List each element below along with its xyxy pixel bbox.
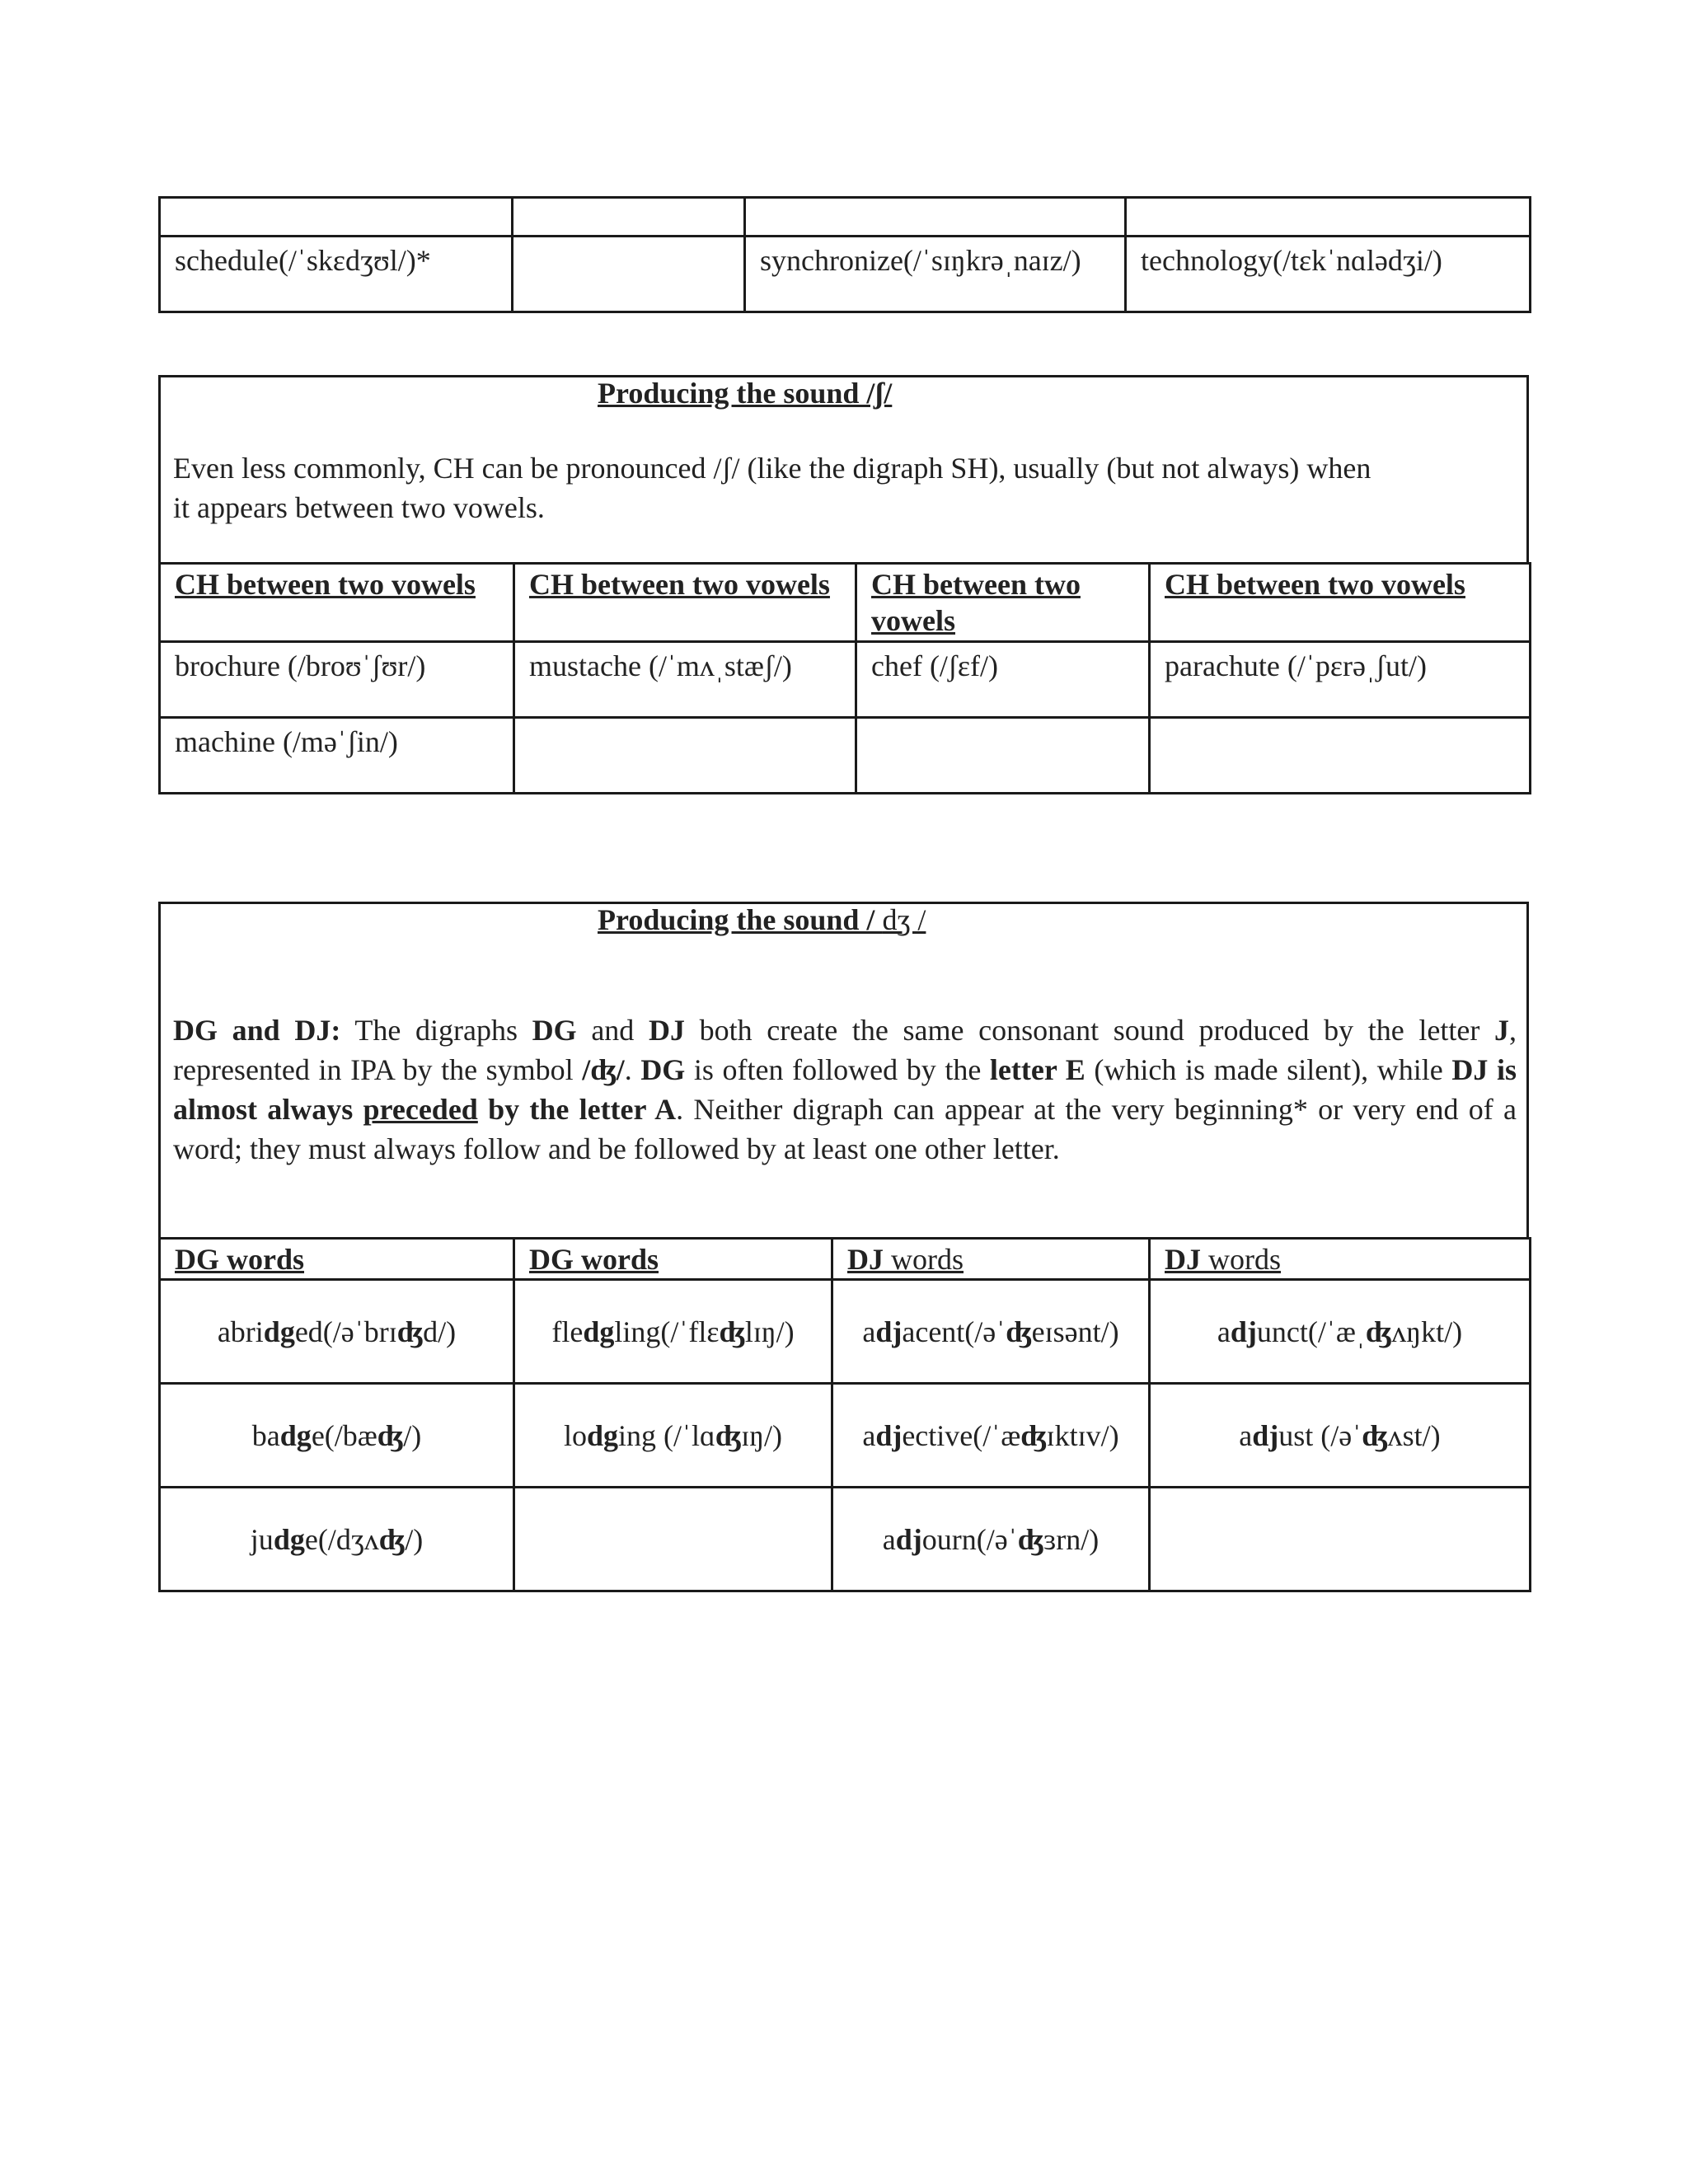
dg-section-title [598,902,926,937]
para-bold: by the letter A [477,1093,677,1126]
column-header: CH between two vowels [856,564,1150,642]
para-text: The digraphs [340,1014,532,1047]
para-bold: /ʤ/ [582,1053,625,1086]
column-header: DG words [514,1239,832,1280]
table-cell [513,237,745,312]
word-cell: adjourn(/əˈʤɜrn/) [832,1488,1150,1591]
para-bold: letter E [989,1053,1085,1086]
top-table [158,196,1531,313]
table-row [160,1384,1531,1488]
para-text: . Neither digraph can appear at the very beginning* or very end of a word; they must always follow and be followed by at least one other letter. [173,1093,1517,1165]
word-cell: lodging (/ˈlɑʤɪŋ/) [514,1384,832,1488]
word-cell: badge(/bæʤ/) [160,1384,514,1488]
table-row [160,1280,1531,1384]
column-header: CH between two vowels [514,564,856,642]
table-row [160,642,1531,718]
table-cell: chef (/ʃɛf/) [856,642,1150,718]
word-cell [1150,1488,1531,1591]
para-text: is often followed by the [685,1053,990,1086]
column-header: DJ words [1150,1239,1531,1280]
para-text: and [576,1014,649,1047]
column-header: DG words [160,1239,514,1280]
table-cell [1126,198,1531,237]
dg-title-text: Producing the sound / [598,903,883,936]
para-bold: DG [532,1014,577,1047]
para-bold: DJ is almost always [173,1053,1517,1126]
table-cell: brochure (/broʊˈʃʊr/) [160,642,514,718]
sh-section-title: Producing the sound /ʃ/ [598,377,893,410]
para-text: , represented in IPA by the symbol [173,1014,1517,1086]
table-header-row [160,564,1531,642]
word-cell: fledgling(/ˈflɛʤlɪŋ/) [514,1280,832,1384]
table-cell [513,198,745,237]
para-bold: DJ [648,1014,685,1047]
table-cell: synchronize(/ˈsɪŋkrəˌnaɪz/) [745,237,1126,312]
para-bold: J [1494,1014,1509,1047]
column-header: CH between two vowels [160,564,514,642]
word-cell: adjust (/əˈʤʌst/) [1150,1384,1531,1488]
para-bold: DG [640,1053,686,1086]
word-cell: adjective(/ˈæʤɪktɪv/) [832,1384,1150,1488]
para-text: . [624,1053,641,1086]
sh-intro-line-1: Even less commonly, CH can be pronounced /ʃ/ (like the digraph SH), usually (but not always) when [173,452,1372,485]
para-text: both create the same consonant sound produced by the letter [684,1014,1494,1047]
word-cell: adjunct(/ˈæˌʤʌŋkt/) [1150,1280,1531,1384]
table-cell: parachute (/ˈpɛrəˌʃut/) [1150,642,1531,718]
para-text: (which is made silent), while [1085,1053,1452,1086]
table-row [160,198,1531,237]
sh-section-intro [173,448,1517,527]
para-bold-underlined: preceded [363,1093,478,1126]
table-cell: machine (/məˈʃin/) [160,718,514,794]
word-cell: judge(/dʒʌʤ/) [160,1488,514,1591]
table-cell: technology(/tɛkˈnɑlədʒi/) [1126,237,1531,312]
dg-title-symbol: dʒ / [882,903,926,936]
column-header: CH between two vowels [1150,564,1531,642]
dg-word-table [158,1237,1531,1592]
table-cell [745,198,1126,237]
dg-section-paragraph [173,1010,1517,1169]
table-header-row [160,1239,1531,1280]
table-row [160,718,1531,794]
table-cell [1150,718,1531,794]
table-cell [856,718,1150,794]
word-cell [514,1488,832,1591]
table-cell [160,198,513,237]
table-row [160,237,1531,312]
table-cell [514,718,856,794]
para-lead: DG and DJ: [173,1014,341,1047]
sh-word-table [158,562,1531,794]
table-row [160,1488,1531,1591]
table-cell: mustache (/ˈmʌˌstæʃ/) [514,642,856,718]
word-cell: abridged(/əˈbrɪʤd/) [160,1280,514,1384]
sh-intro-line-2: it appears between two vowels. [173,491,545,524]
column-header: DJ words [832,1239,1150,1280]
word-cell: adjacent(/əˈʤeɪsənt/) [832,1280,1150,1384]
table-cell: schedule(/ˈskɛdʒʊl/)* [160,237,513,312]
